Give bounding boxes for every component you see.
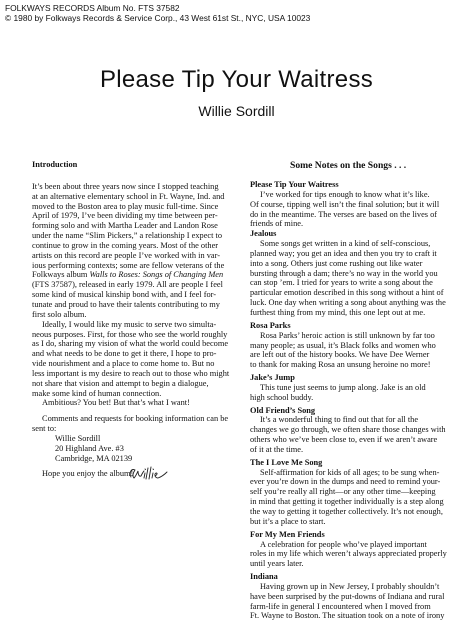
song-note: [250, 321, 450, 370]
closing-line: Hope you enjoy the album!: [42, 469, 134, 479]
text-line: neous purposes. First, for those who see the world roughly: [32, 329, 228, 339]
text-line: first solo album.: [32, 309, 87, 319]
song-title: Indiana: [250, 572, 278, 582]
text-line: are left out of the history books. We have Dee Werner: [250, 350, 430, 360]
song-note: [250, 373, 450, 403]
song-title: Please Tip Your Waitress: [250, 180, 339, 189]
text-line: as I do, sharing my vision of what the world could become: [32, 339, 229, 349]
text-line: roles in my life which weren’t always appreciated properly: [250, 549, 447, 559]
intro-paragraph-4: [32, 414, 232, 434]
intro-paragraph-2: [32, 320, 232, 399]
text-line: less important is my desire to reach out to those who might: [32, 368, 230, 378]
text-line: under the name “Slim Pickers,” a relationship I expect to: [32, 231, 222, 241]
text-line: forming solo and with Martha Leader and Landon Rose: [32, 221, 218, 231]
text-line: self you’re really all right—or any other time—keeping: [250, 487, 436, 497]
text-line: ious performing contexts; some are fellow veterans of the: [32, 260, 225, 270]
text-line: furthest thing from my mind, this one lept out at me.: [250, 307, 426, 317]
text-line: but it’s a place to start.: [250, 516, 326, 526]
text-line: Rosa Parks’ heroic action is still unknown by far too: [260, 330, 435, 340]
song-note: [250, 406, 450, 455]
text-line: the way to getting it together collectively. It’s not enough,: [250, 507, 443, 516]
text-line: luck. One day when writing a song about anything was the: [250, 298, 446, 308]
text-line: do in the meantime. The verses are based on the lives of: [250, 209, 438, 219]
text-line: some kind of musical kinship bond with, and I feel for-: [32, 290, 217, 300]
song-title: Jake’s Jump: [250, 373, 295, 383]
text-line: planned way; you get an idea and then you try to craft it: [250, 248, 437, 258]
song-note: [250, 530, 450, 569]
text-line: Folkways album Walls to Roses: Songs of Changing Men: [32, 270, 224, 280]
text-line: It’s a wonderful thing to find out that for all the: [260, 415, 419, 425]
intro-paragraph-3: Ambitious? You bet! But that’s what I want!: [42, 398, 190, 408]
mailing-address: [32, 434, 232, 464]
text-line: sent to:: [32, 424, 57, 434]
address-line: 20 Highland Ave. #3: [55, 443, 124, 453]
song-notes-heading: Some Notes on the Songs . . .: [290, 160, 407, 171]
text-line: many people; as usual, it’s Black folks and women who: [250, 340, 436, 350]
text-line: high school buddy.: [250, 392, 314, 402]
text-line: to thank for making Rosa an unsung heroine no more!: [250, 360, 431, 370]
song-title: For My Men Friends: [250, 529, 325, 539]
text-line: until years later.: [250, 559, 304, 569]
song-title: Jealous: [250, 229, 277, 239]
address-line: Cambridge, MA 02139: [55, 453, 133, 463]
text-line: tunate and proud to have their talents contributing to my: [32, 299, 220, 309]
header-copyright-line: © 1980 by Folkways Records & Service Corp., 43 West 61st St., NYC, USA 10023: [5, 13, 311, 24]
page-header: [5, 3, 310, 23]
text-line: not share that vision and attempt to begin a dialogue,: [32, 378, 209, 388]
text-line: at an alternative elementary school in Ft. Wayne, Ind. and: [32, 191, 225, 201]
song-note: [250, 180, 450, 229]
song-title: Old Friend’s Song: [250, 405, 316, 415]
text-line: Having grown up in New Jersey, I probably shouldn’t: [260, 581, 440, 591]
text-line: in mind that getting it together individually is a step along: [250, 497, 444, 507]
text-line: Comments and requests for booking information can be: [42, 414, 229, 424]
text-line: A celebration for people who’ve played important: [260, 539, 427, 549]
text-line: make some kind of human connection.: [32, 388, 162, 398]
text-line: vide nourishment and a place to come home to. But no: [32, 359, 215, 369]
address-line: Willie Sordill: [55, 433, 101, 443]
introduction-column: [32, 160, 232, 479]
document-title: Please Tip Your Waitress: [99, 66, 374, 93]
introduction-heading: Introduction: [32, 160, 78, 169]
text-line: Self-affirmation for kids of all ages; to be sung when-: [260, 467, 440, 477]
text-line: can stop ’em. I tried for years to write a song about the: [250, 278, 433, 288]
header-catalog-line: FOLKWAYS RECORDS Album No. FTS 37582: [5, 3, 180, 13]
text-line: others who we’ve been close to, even if we aren’t aware: [250, 435, 438, 445]
text-line: and what needs to be done to get it there, I hope to pro-: [32, 349, 217, 359]
song-notes-column: [250, 160, 450, 621]
text-line: Ideally, I would like my music to serve two simulta-: [42, 319, 217, 329]
text-line: It’s been about three years now since I stopped teaching: [32, 181, 219, 191]
text-line: I’ve worked for tips enough to know what it’s like.: [260, 189, 430, 199]
text-line: moved to the Boston area to play music full-time. Since: [32, 201, 219, 211]
text-line: bursting through a dam; there’s no way in the world you: [250, 268, 438, 278]
text-line: changes we go through, we often share those changes with: [250, 425, 446, 435]
text-line: of it at the time.: [250, 444, 304, 454]
text-line: Ft. Wayne to Boston. The situation took on a note of irony: [250, 611, 445, 621]
document-author: Willie Sordill: [198, 103, 275, 119]
intro-paragraph-1: [32, 182, 232, 320]
text-line: farm-life in general I encountered when I moved from: [250, 601, 431, 611]
song-note: [250, 458, 450, 527]
text-line: friends of mine.: [250, 219, 304, 229]
text-line: (FTS 37587), released in early 1979. All are people I feel: [32, 280, 223, 290]
song-title: Rosa Parks: [250, 320, 291, 330]
text-line: This tune just seems to jump along. Jake is an old: [260, 382, 426, 392]
album-title-italic: Walls to Roses: Songs of Changing Men: [89, 270, 224, 280]
text-line: Of course, tipping well isn’t the final solution; but it will: [250, 199, 440, 209]
handwritten-signature: [127, 464, 171, 484]
text-line: particular emotion described in this song without a hint of: [250, 288, 444, 298]
text-line: artists on this record are people I’ve worked with in var-: [32, 250, 220, 260]
text-line: ever you’re down in the dumps and need to remind your-: [250, 477, 441, 487]
song-title: The I Love Me Song: [250, 457, 323, 467]
text-line: Some songs get written in a kind of self-conscious,: [260, 239, 431, 249]
song-note: [250, 572, 450, 621]
song-note: [250, 229, 450, 318]
text-line: continue to grow in the coming years. Most of the other: [32, 240, 219, 250]
text-line: into a song. Others just come rushing out like water: [250, 258, 423, 268]
text-line: have been surprised by the put-downs of Indiana and rural: [250, 591, 445, 601]
text-line: April of 1979, I’ve been dividing my time between per-: [32, 211, 218, 221]
